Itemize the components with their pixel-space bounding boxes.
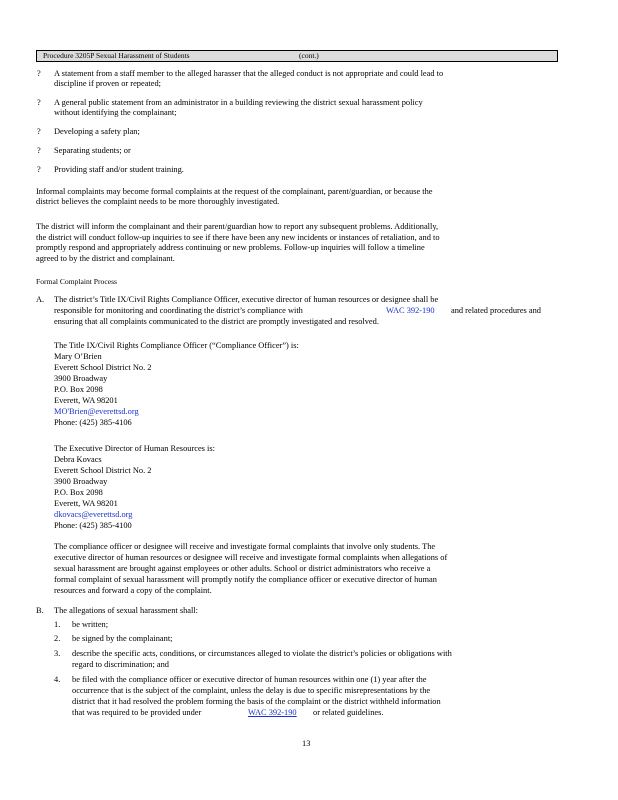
header-title: Procedure 3205P Sexual Harassment of Students — [43, 51, 190, 60]
hr-name: Debra Kovacs — [54, 455, 102, 464]
item-b-line: district that it had resolved the problem forming the basis of the complaint or the district withheld information — [72, 697, 441, 706]
bullet-line: A general public statement from an administrator in a building reviewing the district sexual harassment policy — [54, 98, 423, 107]
section-title: Formal Complaint Process — [36, 277, 117, 286]
bullet-line: Providing staff and/or student training. — [54, 165, 184, 174]
officer-street: 3900 Broadway — [54, 374, 108, 383]
hr-email-link[interactable]: dkovacs@everettsd.org — [54, 510, 133, 519]
item-b-num: 2. — [54, 634, 61, 643]
hr-street: 3900 Broadway — [54, 477, 108, 486]
paragraph-line: Informal complaints may become formal complaints at the request of the complainant, parent/guardian, or because the — [36, 187, 433, 196]
hr-city: Everett, WA 98201 — [54, 499, 118, 508]
item-b-line: or related guidelines. — [313, 708, 384, 717]
item-b-line: be filed with the compliance officer or executive director of human resources within one (1) year after the — [72, 675, 427, 684]
item-a-closing-line: sexual harassment are brought against employees or other adults. School or district administrators who receive a — [54, 564, 431, 573]
hr-box: P.O. Box 2098 — [54, 488, 103, 497]
item-a-closing-line: executive director of human resources or designee will receive and investigate formal complaints when allegations of — [54, 553, 448, 562]
item-a-line: ensuring that all complaints communicated to the district are promptly investigated and resolved. — [54, 317, 379, 326]
wac-link[interactable]: WAC 392-190 — [386, 306, 435, 315]
item-b-label: B. — [36, 606, 44, 615]
bullet-mark: ? — [37, 146, 41, 155]
item-b-num: 3. — [54, 649, 61, 658]
bullet-mark: ? — [37, 127, 41, 136]
bullet-mark: ? — [37, 69, 41, 78]
officer-email-link[interactable]: MO'Brien@everettsd.org — [54, 407, 139, 416]
page-number: 13 — [302, 739, 311, 748]
item-b-line: regard to discrimination; and — [72, 660, 169, 669]
officer-name: Mary O’Brien — [54, 352, 102, 361]
item-b-line: be written; — [72, 620, 109, 629]
item-b-line: that was required to be provided under — [72, 708, 202, 717]
running-header — [36, 50, 558, 62]
bullet-mark: ? — [37, 98, 41, 107]
item-a-closing-line: The compliance officer or designee will receive and investigate formal complaints that involve only students. The — [54, 542, 436, 551]
bullet-line: A statement from a staff member to the alleged harasser that the alleged conduct is not appropriate and could lead to — [54, 69, 444, 78]
bullet-line: without identifying the complainant; — [54, 108, 177, 117]
item-a-line: and related procedures and — [451, 306, 541, 315]
hr-org: Everett School District No. 2 — [54, 466, 152, 475]
paragraph-line: The district will inform the complainant and their parent/guardian how to report any subsequent problems. Additionally, — [36, 222, 439, 231]
paragraph-line: promptly respond and appropriately address continuing or new problems. Follow-up inquiries will follow a timeline — [36, 243, 425, 252]
paragraph-line: district believes the complaint needs to be more thoroughly investigated. — [36, 197, 280, 206]
item-b-num: 4. — [54, 675, 61, 684]
item-a-label: A. — [36, 295, 45, 304]
officer-city: Everett, WA 98201 — [54, 396, 118, 405]
item-a-line: responsible for monitoring and coordinating the district’s compliance with — [54, 306, 303, 315]
bullet-line: Developing a safety plan; — [54, 127, 140, 136]
paragraph-line: the district will conduct follow-up inquiries to see if there have been any new incidents or instances of retaliation, and to — [36, 233, 440, 242]
bullet-line: Separating students; or — [54, 146, 131, 155]
item-b-intro: The allegations of sexual harassment shall: — [54, 606, 198, 615]
officer-phone: Phone: (425) 385-4106 — [54, 418, 132, 427]
item-a-closing-line: resources and forward a copy of the complaint. — [54, 586, 212, 595]
wac-link[interactable]: WAC 392-190 — [248, 708, 297, 717]
item-b-line: be signed by the complainant; — [72, 634, 173, 643]
item-a-closing-line: formal complaint of sexual harassment will promptly notify the compliance officer or executive director of human — [54, 575, 437, 584]
item-a-line: The district’s Title IX/Civil Rights Compliance Officer, executive director of human resources or designee shall be — [54, 295, 439, 304]
item-b-line: describe the specific acts, conditions, or circumstances alleged to violate the district’s policies or obligations with — [72, 649, 452, 658]
item-b-num: 1. — [54, 620, 61, 629]
header-cont: (cont.) — [299, 51, 319, 60]
officer-heading: The Title IX/Civil Rights Compliance Officer (“Compliance Officer”) is: — [54, 341, 299, 350]
officer-org: Everett School District No. 2 — [54, 363, 152, 372]
paragraph-line: agreed to by the district and complainant. — [36, 254, 175, 263]
hr-phone: Phone: (425) 385-4100 — [54, 521, 132, 530]
bullet-line: discipline if proven or repeated; — [54, 79, 161, 88]
officer-box: P.O. Box 2098 — [54, 385, 103, 394]
item-b-line: occurrence that is the subject of the complaint, unless the delay is due to specific misrepresentations by the — [72, 686, 431, 695]
bullet-mark: ? — [37, 165, 41, 174]
hr-heading: The Executive Director of Human Resources is: — [54, 444, 215, 453]
